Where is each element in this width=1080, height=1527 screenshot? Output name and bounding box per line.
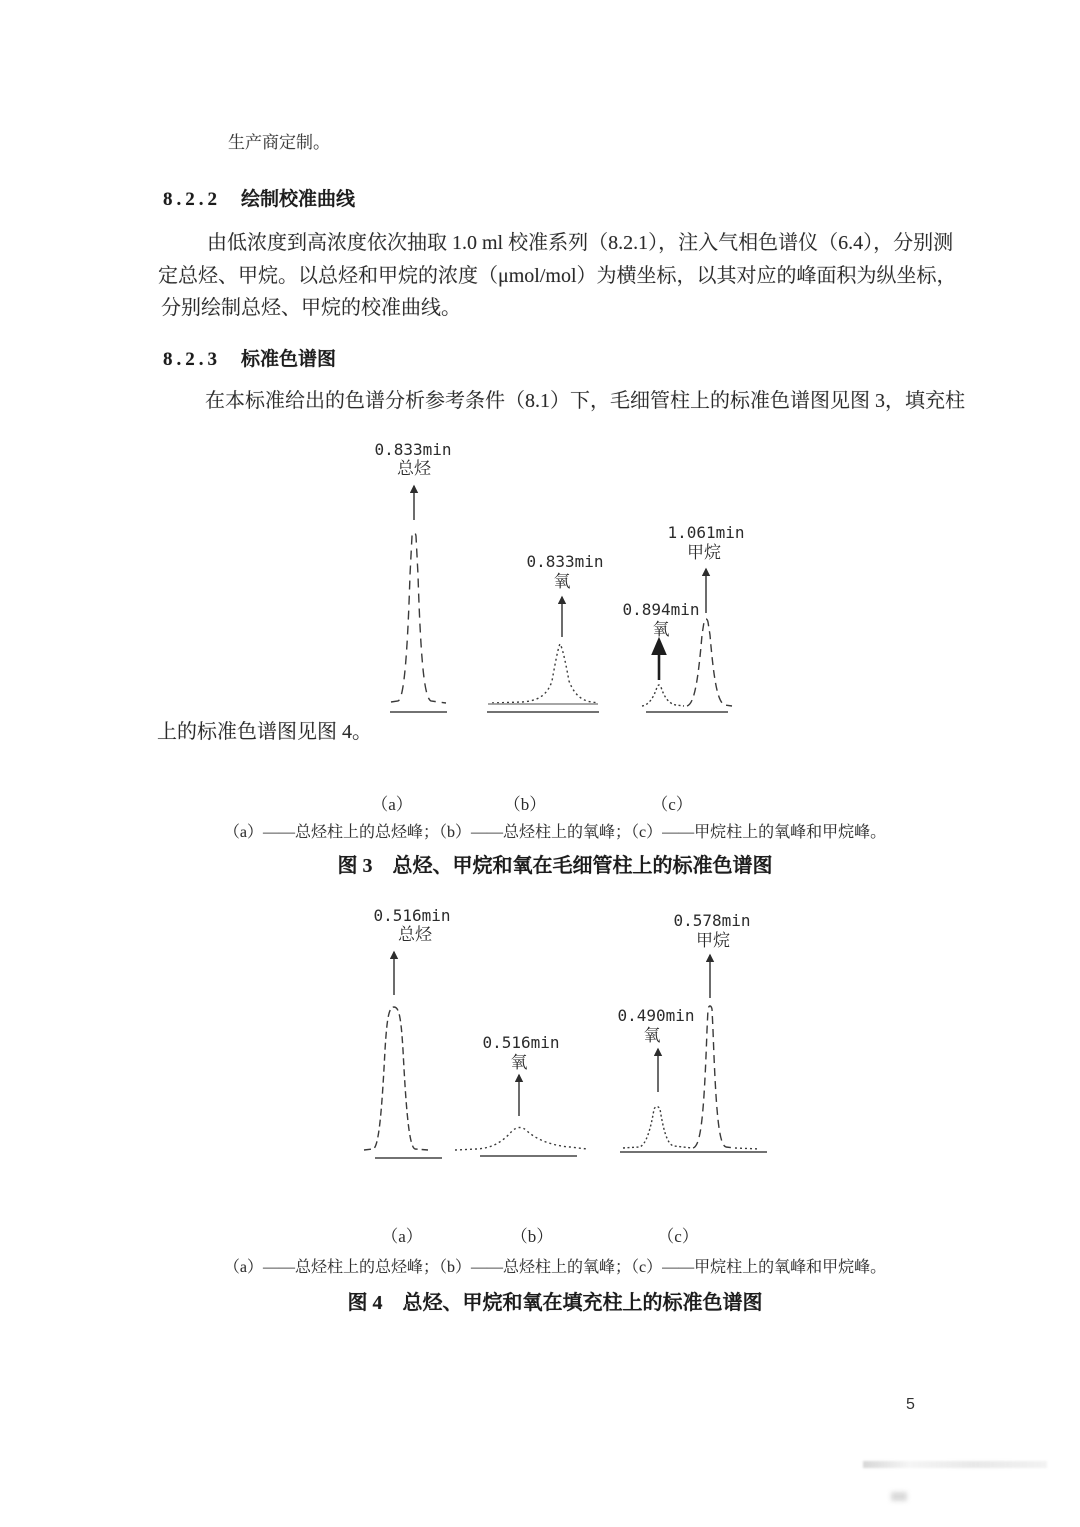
section-title: 标准色谱图 (241, 349, 337, 370)
peak-name-label: 氧 (553, 572, 571, 591)
peak-name-label: 氧 (510, 1053, 528, 1072)
figure4-panel-labels (0, 1222, 1080, 1246)
section-number: 8.2.2 (163, 189, 221, 210)
figure4-legend: （a）——总烃柱上的总烃峰；（b）——总烃柱上的氧峰；（c）——甲烷柱上的氧峰和甲烷峰。 (223, 1259, 887, 1276)
peak-trace (693, 1006, 735, 1148)
peak-name-label: 氧 (652, 620, 670, 639)
paragraph-line: 上的标准色谱图见图 4。 (157, 721, 372, 743)
section-number: 8.2.3 (163, 349, 221, 370)
panel-label-b: （b） (503, 795, 547, 814)
peak-name-label: 总烃 (397, 459, 431, 478)
peak-trace (687, 619, 732, 706)
section-heading-823 (163, 344, 336, 371)
peak-name-label: 甲烷 (696, 931, 730, 950)
peak-time-label: 0.894min (622, 600, 700, 619)
figure3-caption: 图 3 总烃、甲烷和氧在毛细管柱上的标准色谱图 (337, 855, 773, 877)
peak-trace (492, 644, 598, 703)
peak-time-label: 0.490min (617, 1006, 695, 1025)
section-title: 绘制校准曲线 (241, 189, 356, 210)
page-number: 5 (906, 1396, 915, 1413)
peak-trace (623, 1107, 692, 1149)
figure3-legend: （a）——总烃柱上的总烃峰；（b）——总烃柱上的氧峰；（c）——甲烷柱上的氧峰和甲烷峰。 (223, 824, 887, 841)
peak-trace (455, 1128, 587, 1151)
panel-label-c: （c） (651, 795, 693, 814)
peak-trace (364, 1007, 428, 1150)
paragraph-line: 分别绘制总烃、甲烷的校准曲线。 (161, 297, 461, 319)
figure3-panel-labels (0, 790, 1080, 814)
peak-time-label: 0.833min (526, 552, 604, 571)
peak-time-label: 0.578min (673, 911, 751, 930)
figure4-chromatogram (355, 900, 775, 1170)
peak-time-label: 0.516min (373, 906, 451, 925)
panel-label-a: （a） (371, 795, 413, 814)
peak-time-label: 0.833min (374, 440, 452, 459)
panel-label-a: （a） (381, 1227, 423, 1246)
trace-tail (735, 1148, 760, 1149)
peak-time-label: 0.516min (482, 1033, 560, 1052)
peak-trace (391, 532, 446, 703)
peak-trace (642, 685, 684, 706)
figure3-chromatogram (370, 435, 790, 735)
paragraph-line: 在本标准给出的色谱分析参考条件（8.1）下，毛细管柱上的标准色谱图见图 3，填充柱 (205, 390, 965, 412)
peak-time-label: 1.061min (667, 523, 745, 542)
panel-label-b: （b） (510, 1227, 554, 1246)
watermark-smudge (863, 1461, 1047, 1468)
peak-name-label: 总烃 (398, 925, 432, 944)
peak-name-label: 甲烷 (687, 543, 721, 562)
figure4-caption: 图 4 总烃、甲烷和氧在填充柱上的标准色谱图 (347, 1292, 763, 1314)
paragraph-fragment: 生产商定制。 (228, 133, 330, 152)
watermark-smudge (891, 1492, 907, 1501)
panel-label-c: （c） (657, 1227, 699, 1246)
section-heading-822 (163, 184, 355, 211)
peak-name-label: 氧 (643, 1026, 661, 1045)
paragraph-line: 定总烃、甲烷。以总烃和甲烷的浓度（μmol/mol）为横坐标，以其对应的峰面积为纵坐标， (158, 265, 957, 287)
paragraph-line: 由低浓度到高浓度依次抽取 1.0 ml 校准系列（8.2.1），注入气相色谱仪（6.4），分别测 (207, 232, 954, 254)
